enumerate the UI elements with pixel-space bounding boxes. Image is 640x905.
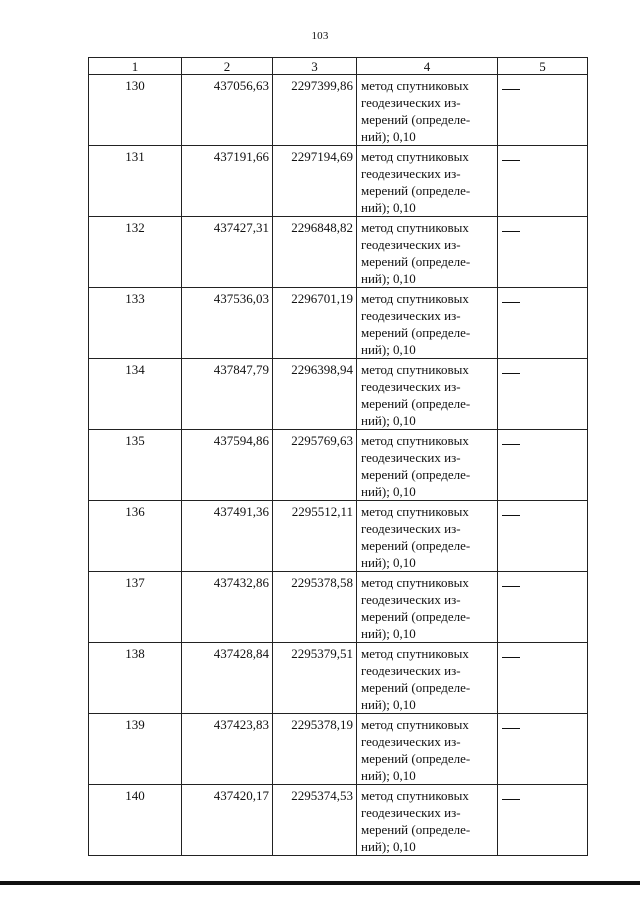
point-number-cell: 134 — [89, 359, 182, 430]
dash-mark — [502, 444, 520, 445]
method-text-line: метод спутниковых — [361, 149, 469, 164]
note-cell — [498, 359, 588, 430]
method-text-line: метод спутниковых — [361, 575, 469, 590]
table-row — [89, 572, 588, 643]
note-cell — [498, 75, 588, 146]
method-text-line: ний); 0,10 — [361, 200, 416, 215]
y-coordinate-cell: 2297399,86 — [273, 75, 357, 146]
note-text — [520, 432, 521, 433]
dash-mark — [502, 160, 520, 161]
method-text-line: мерений (определе- — [361, 396, 471, 411]
method-text-line: геодезических из- — [361, 308, 461, 323]
method-cell — [357, 501, 498, 572]
header-col-5: 5 — [498, 58, 588, 75]
dash-mark — [502, 799, 520, 800]
x-coordinate-cell: 437536,03 — [182, 288, 273, 359]
method-text-line: мерений (определе- — [361, 112, 471, 127]
note-text — [520, 290, 521, 291]
method-text-line: геодезических из- — [361, 805, 461, 820]
method-cell — [357, 217, 498, 288]
method-text-line: ний); 0,10 — [361, 129, 416, 144]
table-row — [89, 288, 588, 359]
table-body — [89, 75, 588, 856]
method-text-line: геодезических из- — [361, 95, 461, 110]
method-text-line: метод спутниковых — [361, 504, 469, 519]
method-cell — [357, 288, 498, 359]
y-coordinate-cell: 2296398,94 — [273, 359, 357, 430]
method-cell — [357, 785, 498, 856]
note-cell — [498, 288, 588, 359]
method-text-line: геодезических из- — [361, 379, 461, 394]
method-cell — [357, 572, 498, 643]
table-row — [89, 75, 588, 146]
method-text-line: мерений (определе- — [361, 751, 471, 766]
method-text-line: геодезических из- — [361, 663, 461, 678]
header-col-2: 2 — [182, 58, 273, 75]
note-text — [520, 361, 521, 362]
x-coordinate-cell: 437847,79 — [182, 359, 273, 430]
dash-mark — [502, 657, 520, 658]
method-text-line: мерений (определе- — [361, 538, 471, 553]
dash-mark — [502, 728, 520, 729]
method-text-line: ний); 0,10 — [361, 839, 416, 854]
note-cell — [498, 146, 588, 217]
note-cell — [498, 501, 588, 572]
table-row — [89, 146, 588, 217]
x-coordinate-cell: 437428,84 — [182, 643, 273, 714]
y-coordinate-cell: 2296701,19 — [273, 288, 357, 359]
method-text-line: ний); 0,10 — [361, 697, 416, 712]
point-number-cell: 131 — [89, 146, 182, 217]
method-text-line: мерений (определе- — [361, 822, 471, 837]
method-text-line: мерений (определе- — [361, 467, 471, 482]
dash-mark — [502, 586, 520, 587]
coordinates-table — [88, 57, 588, 856]
method-text-line: геодезических из- — [361, 166, 461, 181]
method-cell — [357, 75, 498, 146]
method-text-line: мерений (определе- — [361, 680, 471, 695]
note-cell — [498, 785, 588, 856]
method-text-line: ний); 0,10 — [361, 271, 416, 286]
table-row — [89, 359, 588, 430]
method-cell — [357, 359, 498, 430]
x-coordinate-cell: 437491,36 — [182, 501, 273, 572]
dash-mark — [502, 373, 520, 374]
note-cell — [498, 643, 588, 714]
x-coordinate-cell: 437427,31 — [182, 217, 273, 288]
x-coordinate-cell: 437423,83 — [182, 714, 273, 785]
method-text-line: метод спутниковых — [361, 220, 469, 235]
method-text-line: ний); 0,10 — [361, 342, 416, 357]
y-coordinate-cell: 2295512,11 — [273, 501, 357, 572]
header-row — [89, 58, 588, 75]
note-text — [520, 645, 521, 646]
method-cell — [357, 643, 498, 714]
note-text — [520, 219, 521, 220]
point-number-cell: 140 — [89, 785, 182, 856]
method-text-line: ний); 0,10 — [361, 626, 416, 641]
method-text-line: метод спутниковых — [361, 362, 469, 377]
y-coordinate-cell: 2296848,82 — [273, 217, 357, 288]
header-col-3: 3 — [273, 58, 357, 75]
method-text-line: ний); 0,10 — [361, 413, 416, 428]
x-coordinate-cell: 437432,86 — [182, 572, 273, 643]
method-text-line: метод спутниковых — [361, 78, 469, 93]
point-number-cell: 137 — [89, 572, 182, 643]
table-row — [89, 643, 588, 714]
note-text — [520, 503, 521, 504]
note-text — [520, 787, 521, 788]
y-coordinate-cell: 2295379,51 — [273, 643, 357, 714]
bottom-rule — [0, 881, 640, 885]
y-coordinate-cell: 2295378,19 — [273, 714, 357, 785]
method-text-line: мерений (определе- — [361, 183, 471, 198]
note-text — [520, 148, 521, 149]
note-cell — [498, 714, 588, 785]
point-number-cell: 135 — [89, 430, 182, 501]
x-coordinate-cell: 437594,86 — [182, 430, 273, 501]
table-row — [89, 430, 588, 501]
note-text — [520, 716, 521, 717]
point-number-cell: 132 — [89, 217, 182, 288]
y-coordinate-cell: 2295374,53 — [273, 785, 357, 856]
method-text-line: геодезических из- — [361, 521, 461, 536]
x-coordinate-cell: 437420,17 — [182, 785, 273, 856]
method-text-line: метод спутниковых — [361, 291, 469, 306]
y-coordinate-cell: 2295378,58 — [273, 572, 357, 643]
point-number-cell: 138 — [89, 643, 182, 714]
method-text-line: мерений (определе- — [361, 254, 471, 269]
method-text-line: геодезических из- — [361, 450, 461, 465]
dash-mark — [502, 231, 520, 232]
table-row — [89, 714, 588, 785]
method-cell — [357, 146, 498, 217]
dash-mark — [502, 89, 520, 90]
header-col-4: 4 — [357, 58, 498, 75]
point-number-cell: 136 — [89, 501, 182, 572]
x-coordinate-cell: 437191,66 — [182, 146, 273, 217]
method-text-line: метод спутниковых — [361, 646, 469, 661]
method-text-line: метод спутниковых — [361, 433, 469, 448]
note-cell — [498, 217, 588, 288]
x-coordinate-cell: 437056,63 — [182, 75, 273, 146]
note-cell — [498, 430, 588, 501]
method-text-line: метод спутниковых — [361, 788, 469, 803]
note-cell — [498, 572, 588, 643]
method-text-line: геодезических из- — [361, 734, 461, 749]
header-col-1: 1 — [89, 58, 182, 75]
method-text-line: метод спутниковых — [361, 717, 469, 732]
method-cell — [357, 714, 498, 785]
method-text-line: ний); 0,10 — [361, 484, 416, 499]
table-header — [89, 58, 588, 75]
dash-mark — [502, 302, 520, 303]
point-number-cell: 133 — [89, 288, 182, 359]
method-text-line: мерений (определе- — [361, 325, 471, 340]
note-text — [520, 77, 521, 78]
page-number: 103 — [311, 30, 329, 42]
method-text-line: ний); 0,10 — [361, 768, 416, 783]
y-coordinate-cell: 2295769,63 — [273, 430, 357, 501]
table-row — [89, 785, 588, 856]
table-row — [89, 501, 588, 572]
dash-mark — [502, 515, 520, 516]
note-text — [520, 574, 521, 575]
point-number-cell: 139 — [89, 714, 182, 785]
point-number-cell: 130 — [89, 75, 182, 146]
method-text-line: геодезических из- — [361, 592, 461, 607]
method-cell — [357, 430, 498, 501]
table-row — [89, 217, 588, 288]
method-text-line: ний); 0,10 — [361, 555, 416, 570]
method-text-line: геодезических из- — [361, 237, 461, 252]
method-text-line: мерений (определе- — [361, 609, 471, 624]
y-coordinate-cell: 2297194,69 — [273, 146, 357, 217]
